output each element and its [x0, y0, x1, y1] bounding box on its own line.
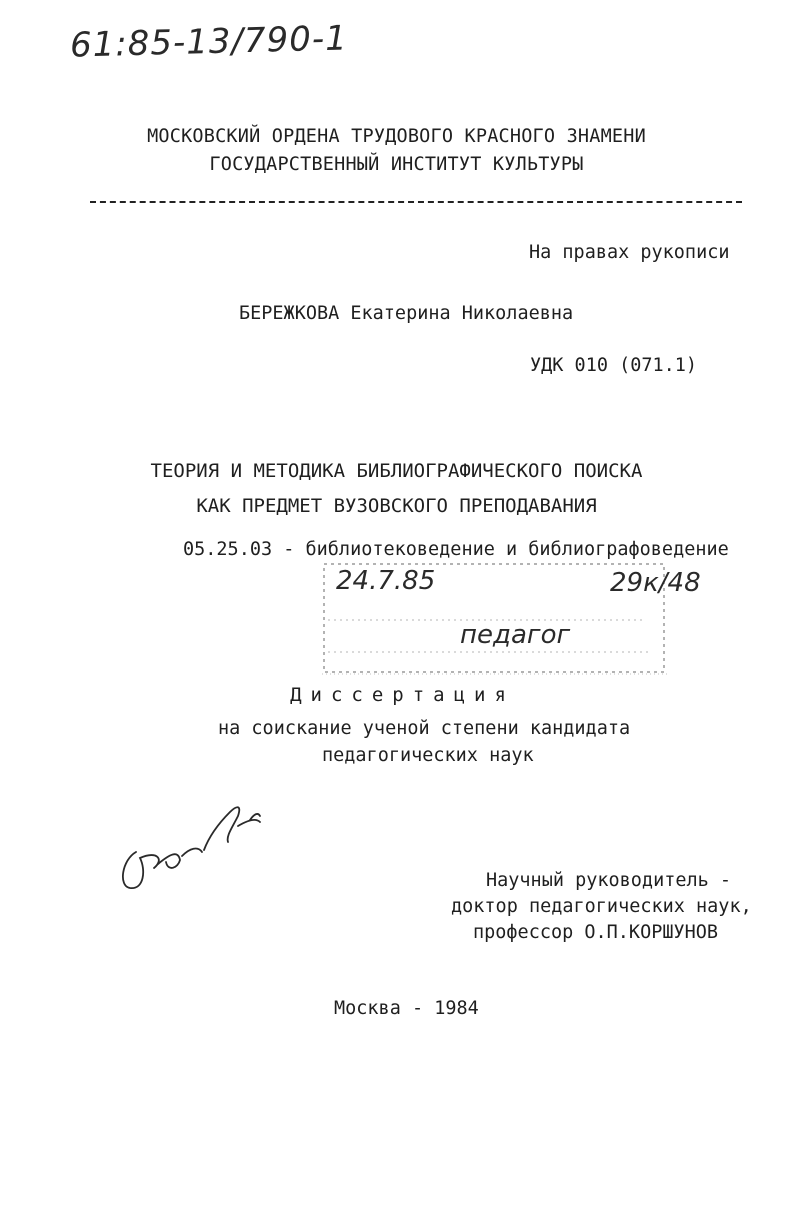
udk-code: УДК 010 (071.1) — [530, 355, 698, 376]
supervisor-line-1: Научный руководитель - — [486, 870, 732, 891]
thesis-title-line-1: ТЕОРИЯ И МЕТОДИКА БИБЛИОГРАФИЧЕСКОГО ПОИСКА — [150, 460, 643, 482]
thesis-title-line-2: КАК ПРЕДМЕТ ВУЗОВСКОГО ПРЕПОДАВАНИЯ — [196, 495, 597, 517]
specialty-code: 05.25.03 - библиотековедение и библиографоведение — [183, 539, 729, 560]
archive-mark: 61:85-13/790-1 — [69, 18, 349, 66]
stamp-word: педагог — [460, 620, 571, 650]
separator-line — [90, 201, 742, 203]
place-year: Москва - 1984 — [334, 998, 479, 1019]
signature — [118, 790, 278, 900]
stamp-date: 24.7.85 — [336, 566, 436, 596]
author-name: БЕРЕЖКОВА Екатерина Николаевна — [239, 303, 574, 324]
stamp-number: 29к/48 — [610, 568, 701, 598]
degree-line-2: педагогических наук — [322, 745, 534, 766]
manuscript-note: На правах рукописи — [529, 242, 730, 263]
library-stamp — [322, 560, 701, 678]
institution-line-2: ГОСУДАРСТВЕННЫЙ ИНСТИТУТ КУЛЬТУРЫ — [209, 154, 584, 175]
degree-line-1: на соискание ученой степени кандидата — [218, 718, 631, 739]
document-type: Диссертация — [290, 684, 515, 706]
institution-line-1: МОСКОВСКИЙ ОРДЕНА ТРУДОВОГО КРАСНОГО ЗНАМЕНИ — [147, 126, 646, 147]
supervisor-line-2: доктор педагогических наук, — [451, 896, 752, 917]
supervisor-line-3: профессор О.П.КОРШУНОВ — [473, 922, 719, 943]
